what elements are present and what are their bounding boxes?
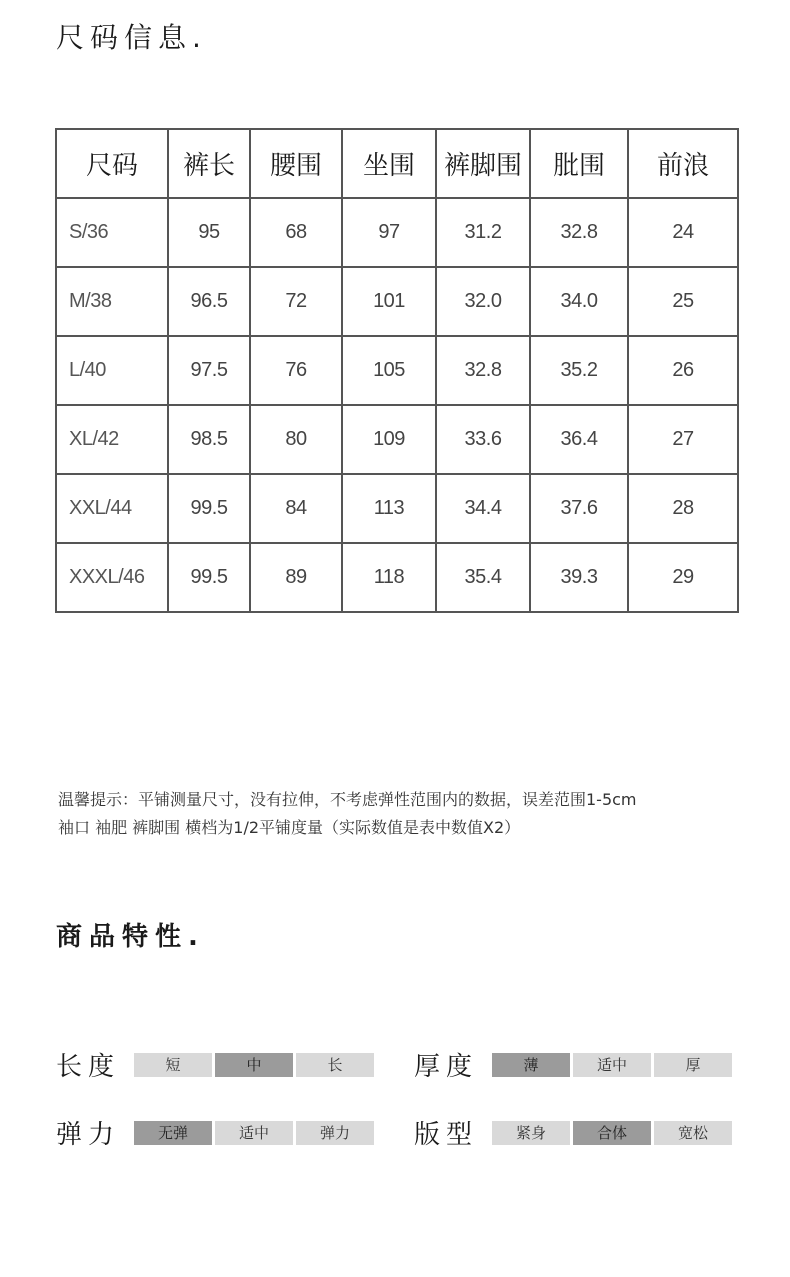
measurement-cell: 33.6 bbox=[436, 405, 530, 474]
header-size: 尺码 bbox=[56, 129, 168, 198]
measurement-cell: 32.0 bbox=[436, 267, 530, 336]
size-table-row bbox=[56, 543, 738, 612]
size-label-cell: XXXL/46 bbox=[56, 543, 168, 612]
measurement-cell: 68 bbox=[250, 198, 342, 267]
measurement-cell: 35.4 bbox=[436, 543, 530, 612]
measurement-cell: 24 bbox=[628, 198, 738, 267]
measurement-cell: 97.5 bbox=[168, 336, 250, 405]
measurement-cell: 97 bbox=[342, 198, 436, 267]
attribute-label: 长度 bbox=[56, 1052, 121, 1082]
measurement-cell: 31.2 bbox=[436, 198, 530, 267]
tip-line-2: 袖口 袖肥 裤脚围 横档为1/2平铺度量（实际数值是表中数值X2） bbox=[58, 818, 521, 837]
measurement-cell: 80 bbox=[250, 405, 342, 474]
option-chip: 适中 bbox=[215, 1121, 293, 1145]
option-chip: 合体 bbox=[573, 1121, 651, 1145]
size-table-header-row bbox=[56, 129, 738, 198]
attribute-fit bbox=[414, 1114, 732, 1151]
measurement-cell: 105 bbox=[342, 336, 436, 405]
size-table-row bbox=[56, 267, 738, 336]
measurement-cell: 89 bbox=[250, 543, 342, 612]
measurement-cell: 118 bbox=[342, 543, 436, 612]
header-waist: 腰围 bbox=[250, 129, 342, 198]
option-chip: 适中 bbox=[573, 1053, 651, 1077]
header-thigh: 肶围 bbox=[530, 129, 628, 198]
measurement-cell: 76 bbox=[250, 336, 342, 405]
size-table-row bbox=[56, 198, 738, 267]
header-leg-opening: 裤脚围 bbox=[436, 129, 530, 198]
attribute-options bbox=[492, 1053, 732, 1077]
attribute-options bbox=[134, 1053, 374, 1077]
header-pants-length: 裤长 bbox=[168, 129, 250, 198]
measurement-cell: 98.5 bbox=[168, 405, 250, 474]
measurement-cell: 36.4 bbox=[530, 405, 628, 474]
option-chip: 紧身 bbox=[492, 1121, 570, 1145]
measurement-cell: 109 bbox=[342, 405, 436, 474]
measurement-cell: 101 bbox=[342, 267, 436, 336]
measurement-cell: 95 bbox=[168, 198, 250, 267]
measurement-cell: 35.2 bbox=[530, 336, 628, 405]
measurement-cell: 32.8 bbox=[530, 198, 628, 267]
attribute-options bbox=[492, 1121, 732, 1145]
measurement-cell: 29 bbox=[628, 543, 738, 612]
product-features-title: 商品特性. bbox=[56, 922, 205, 952]
measurement-cell: 34.4 bbox=[436, 474, 530, 543]
measurement-cell: 25 bbox=[628, 267, 738, 336]
size-table bbox=[55, 128, 739, 613]
option-chip: 宽松 bbox=[654, 1121, 732, 1145]
measurement-cell: 99.5 bbox=[168, 474, 250, 543]
measurement-cell: 34.0 bbox=[530, 267, 628, 336]
size-tip bbox=[58, 786, 637, 842]
attribute-options bbox=[134, 1121, 374, 1145]
header-front-rise: 前浪 bbox=[628, 129, 738, 198]
measurement-cell: 26 bbox=[628, 336, 738, 405]
measurement-cell: 99.5 bbox=[168, 543, 250, 612]
option-chip: 无弹 bbox=[134, 1121, 212, 1145]
measurement-cell: 39.3 bbox=[530, 543, 628, 612]
measurement-cell: 84 bbox=[250, 474, 342, 543]
attribute-thickness bbox=[414, 1046, 732, 1083]
measurement-cell: 27 bbox=[628, 405, 738, 474]
measurement-cell: 72 bbox=[250, 267, 342, 336]
size-label-cell: S/36 bbox=[56, 198, 168, 267]
measurement-cell: 113 bbox=[342, 474, 436, 543]
attribute-length bbox=[56, 1046, 374, 1083]
size-table-row bbox=[56, 474, 738, 543]
option-chip: 短 bbox=[134, 1053, 212, 1077]
attribute-label: 弹力 bbox=[56, 1120, 121, 1150]
option-chip: 薄 bbox=[492, 1053, 570, 1077]
size-label-cell: XXL/44 bbox=[56, 474, 168, 543]
measurement-cell: 37.6 bbox=[530, 474, 628, 543]
option-chip: 弹力 bbox=[296, 1121, 374, 1145]
header-hip: 坐围 bbox=[342, 129, 436, 198]
option-chip: 中 bbox=[215, 1053, 293, 1077]
size-label-cell: L/40 bbox=[56, 336, 168, 405]
attribute-elasticity bbox=[56, 1114, 374, 1151]
tip-line-1: 温馨提示：平铺测量尺寸，没有拉伸，不考虑弹性范围内的数据，误差范围1-5cm bbox=[58, 790, 637, 809]
measurement-cell: 28 bbox=[628, 474, 738, 543]
size-label-cell: M/38 bbox=[56, 267, 168, 336]
size-table-row bbox=[56, 405, 738, 474]
attribute-label: 厚度 bbox=[414, 1052, 479, 1082]
size-table-row bbox=[56, 336, 738, 405]
measurement-cell: 32.8 bbox=[436, 336, 530, 405]
size-info-title: 尺码信息. bbox=[56, 21, 207, 54]
option-chip: 厚 bbox=[654, 1053, 732, 1077]
size-label-cell: XL/42 bbox=[56, 405, 168, 474]
option-chip: 长 bbox=[296, 1053, 374, 1077]
measurement-cell: 96.5 bbox=[168, 267, 250, 336]
attribute-label: 版型 bbox=[414, 1120, 479, 1150]
